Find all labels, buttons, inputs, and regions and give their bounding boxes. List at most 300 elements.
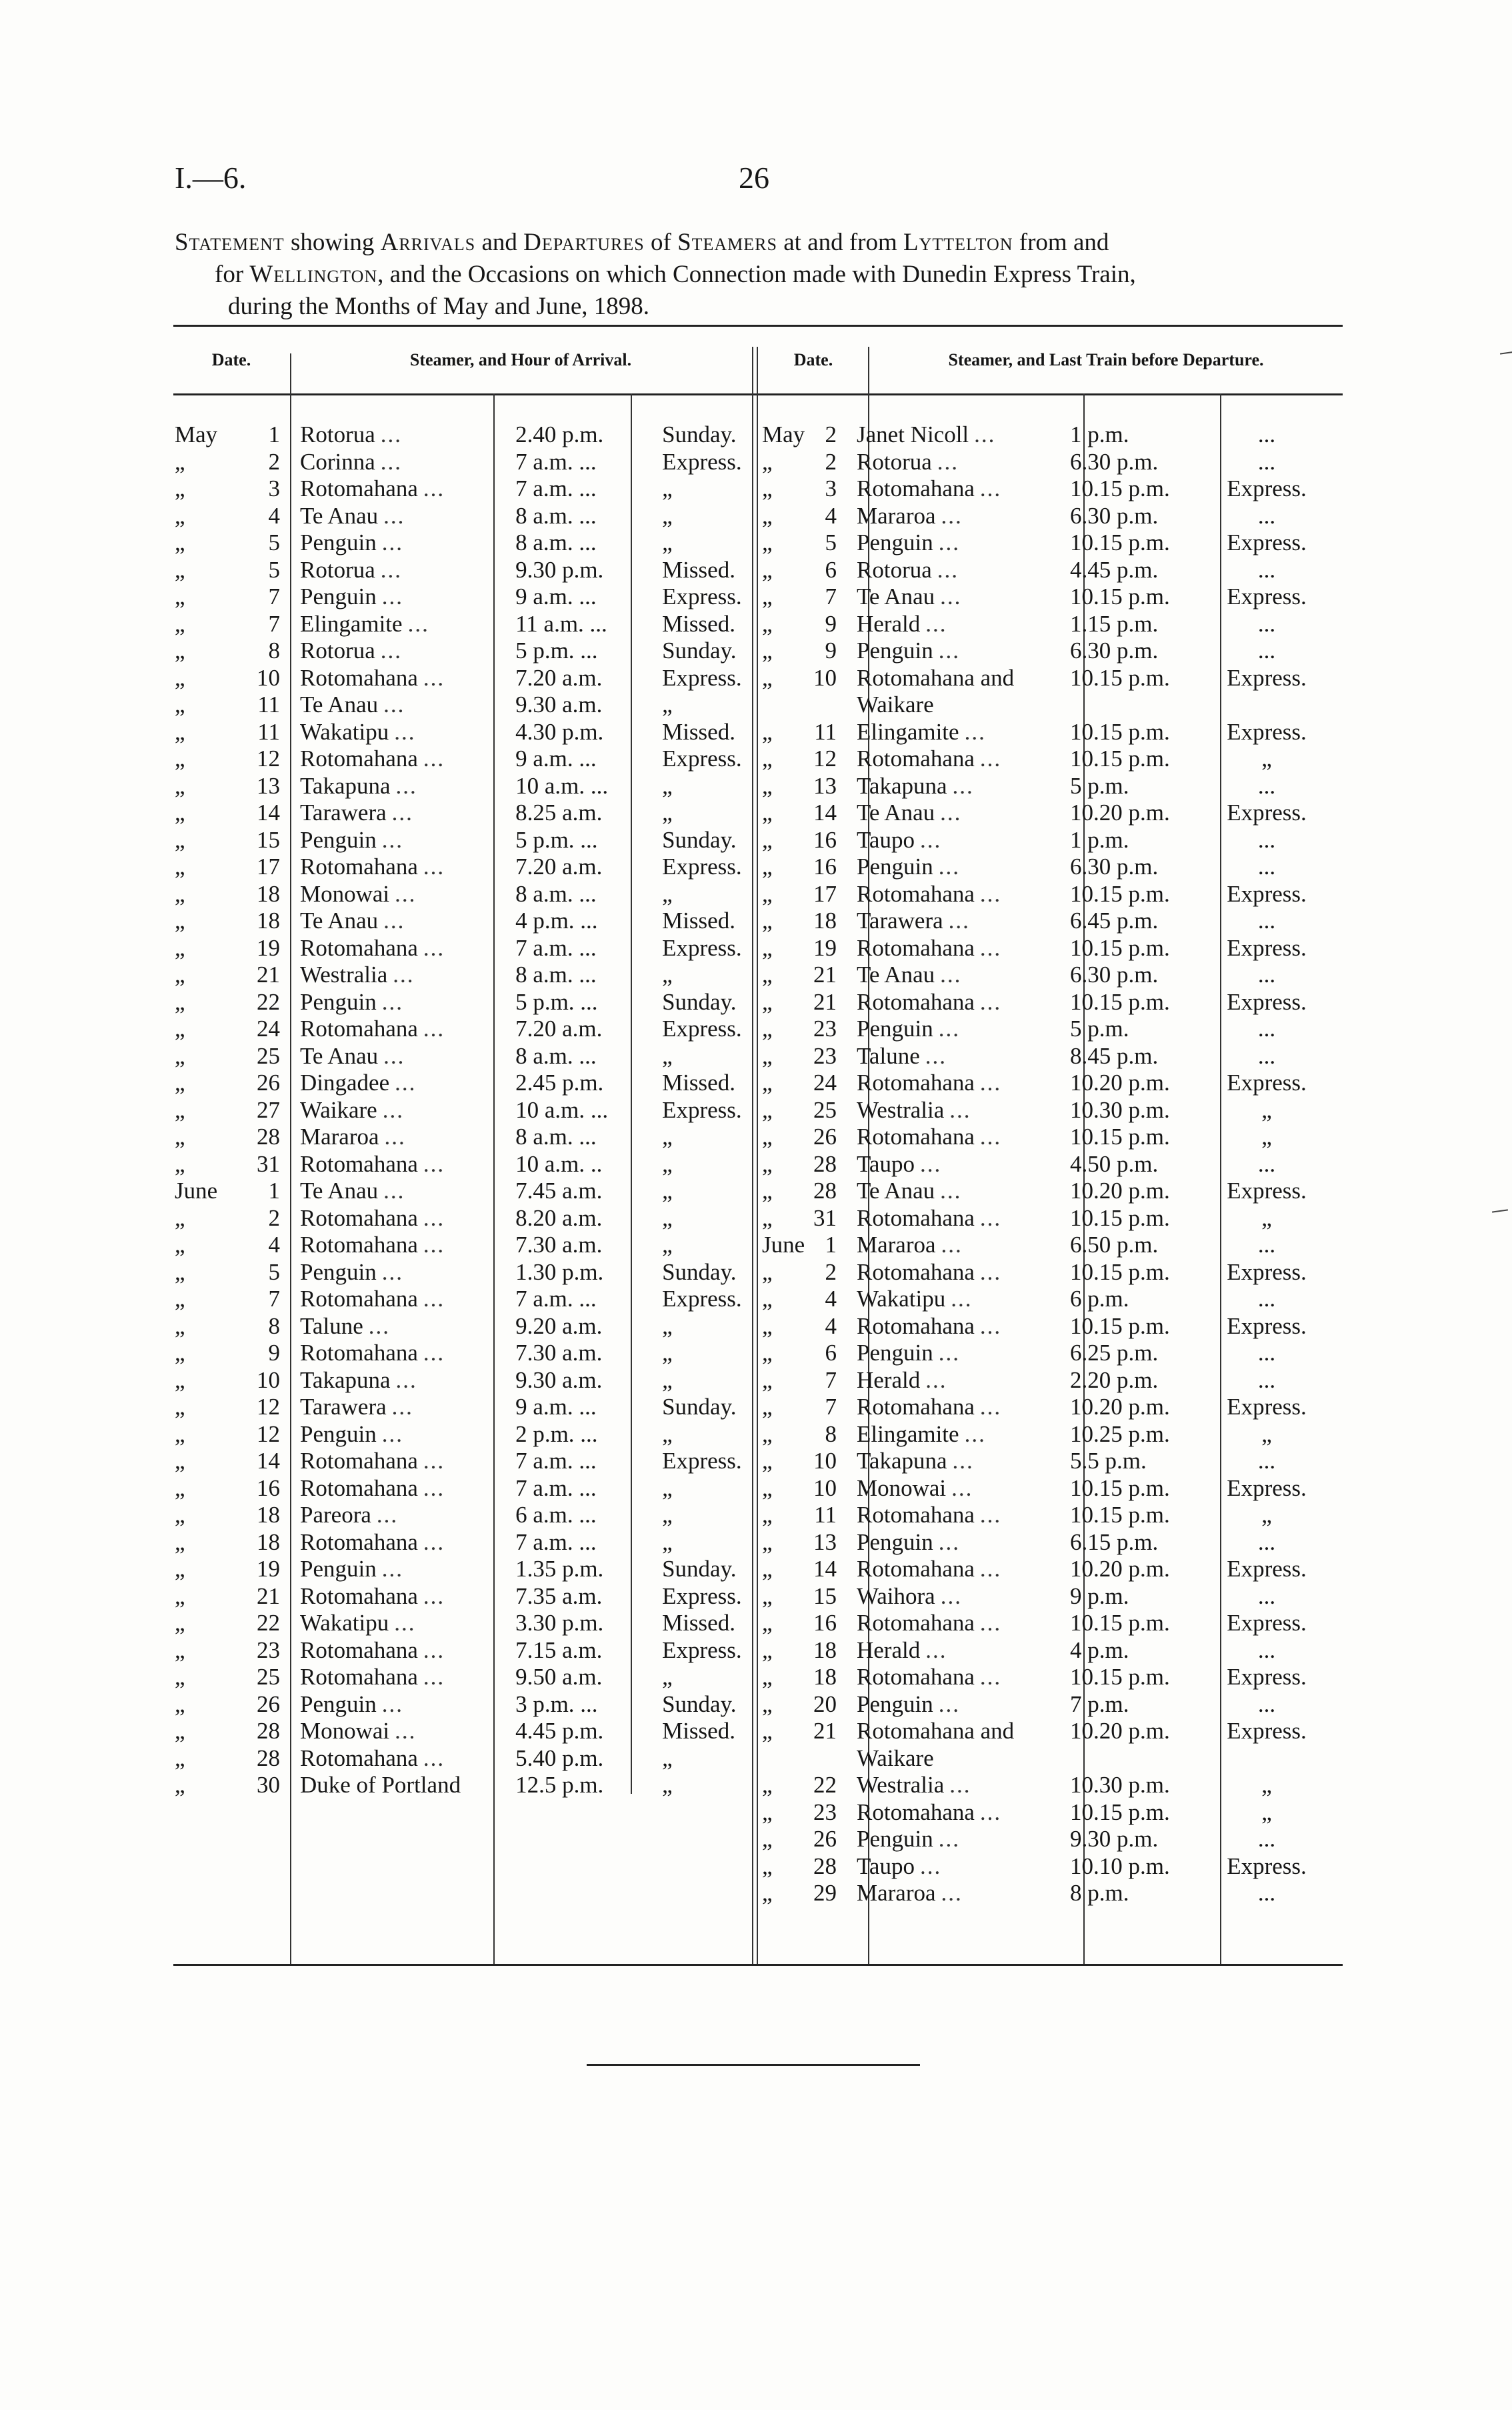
month-cell: „ — [762, 1042, 773, 1069]
month-cell: „ — [175, 1232, 185, 1258]
day-cell: 23 — [813, 1798, 837, 1825]
day-cell: 16 — [257, 1474, 280, 1501]
time-cell: 6 a.m. ... — [515, 1502, 597, 1528]
arrival-row — [175, 935, 782, 962]
steamer-cell: Te Anau ... — [846, 800, 1063, 827]
leader-dots: ... — [937, 448, 959, 475]
arrival-row — [175, 1178, 782, 1205]
steamer-cell: Rotomahana ... — [289, 854, 509, 881]
time-cell: 10.20 p.m. — [1070, 1394, 1170, 1420]
note-cell: Express. — [662, 664, 742, 691]
day-cell: 10 — [813, 664, 837, 691]
time-cell: 6.25 p.m. — [1070, 1340, 1159, 1366]
note-cell: ... — [1257, 1826, 1276, 1852]
day-cell: 17 — [257, 854, 280, 880]
day-cell: 2 — [825, 448, 837, 475]
departure-row — [762, 1178, 1317, 1205]
steamer-cell: Penguin ... — [846, 529, 1063, 557]
month-cell: „ — [762, 1312, 773, 1339]
note-cell: Sunday. — [662, 1690, 737, 1717]
note-cell: Express. — [1227, 1610, 1307, 1636]
time-cell: 9 p.m. — [1070, 1582, 1129, 1609]
page-number: 26 — [739, 161, 769, 195]
leader-dots: ... — [979, 1124, 1002, 1150]
month-cell: „ — [762, 1528, 773, 1555]
departure-row — [762, 1259, 1317, 1286]
day-cell: 23 — [813, 1042, 837, 1069]
day-cell: 23 — [257, 1636, 280, 1663]
day-cell: 18 — [813, 1636, 837, 1663]
steamer-cell: Tarawera ... — [289, 1394, 509, 1421]
steamer-cell: Te Anau ... — [289, 908, 509, 935]
day-cell: 11 — [257, 718, 280, 745]
day-cell: 9 — [825, 638, 837, 664]
arrivals-table — [175, 421, 782, 1799]
time-cell: 7.20 a.m. — [515, 1016, 603, 1042]
month-cell: „ — [175, 448, 185, 475]
steamer-cell: Rotomahana ... — [846, 1070, 1063, 1097]
departure-row — [762, 935, 1317, 962]
departure-row — [762, 854, 1317, 881]
steamer-cell: Elingamite ... — [846, 719, 1063, 746]
note-cell: Express. — [1227, 583, 1307, 610]
note-cell: ... — [1257, 1690, 1276, 1717]
time-cell: 10.20 p.m. — [1070, 800, 1170, 826]
month-cell: „ — [762, 1124, 773, 1150]
day-cell: 26 — [257, 1690, 280, 1717]
steamer-cell: Penguin ... — [289, 827, 509, 854]
day-cell: 17 — [813, 880, 837, 907]
departure-row — [762, 1097, 1317, 1124]
steamer-cell: Penguin ... — [846, 854, 1063, 881]
month-cell: „ — [762, 1178, 773, 1204]
departure-row — [762, 1583, 1317, 1610]
month-cell: „ — [762, 1798, 773, 1825]
time-cell: 7 a.m. ... — [515, 1474, 597, 1501]
day-cell: 6 — [825, 556, 837, 583]
steamer-cell: Tarawera ... — [289, 800, 509, 827]
leader-dots: ... — [938, 1016, 960, 1042]
leader-dots: ... — [974, 421, 996, 447]
day-cell: 16 — [813, 854, 837, 880]
day-cell: 16 — [813, 826, 837, 853]
leader-dots: ... — [925, 1042, 947, 1069]
month-cell: „ — [175, 502, 185, 529]
month-cell: „ — [762, 800, 773, 826]
time-cell: 10.15 p.m. — [1070, 529, 1170, 555]
arrival-row — [175, 854, 782, 881]
leader-dots: ... — [381, 583, 403, 610]
day-cell: 28 — [257, 1124, 280, 1150]
leader-dots: ... — [979, 1394, 1002, 1420]
note-cell: „ — [662, 1664, 673, 1690]
leader-dots: ... — [941, 1880, 963, 1906]
leader-dots: ... — [423, 1582, 445, 1609]
note-cell: Express. — [1227, 1556, 1307, 1582]
steamer-cell: Westralia ... — [846, 1772, 1063, 1799]
arrival-row — [175, 908, 782, 935]
note-cell: „ — [662, 1204, 673, 1231]
note-cell: Express. — [662, 1096, 742, 1123]
time-cell: 7 a.m. ... — [515, 448, 597, 475]
month-cell: „ — [762, 718, 773, 745]
leader-dots: ... — [423, 1286, 445, 1312]
day-cell: 26 — [257, 1070, 280, 1096]
note-cell: Express. — [1227, 1853, 1307, 1879]
steamer-cell: Rotomahana ... — [846, 1313, 1063, 1340]
note-cell: „ — [662, 772, 673, 799]
arrival-row — [175, 638, 782, 665]
steamer-cell: Rotomahana ... — [846, 1259, 1063, 1286]
day-cell: 10 — [813, 1448, 837, 1474]
month-cell: „ — [762, 1853, 773, 1879]
leader-dots: ... — [949, 1096, 971, 1123]
leader-dots: ... — [423, 1232, 445, 1258]
steamer-cell: Waikare — [857, 692, 934, 718]
leader-dots: ... — [393, 962, 415, 988]
month-cell: „ — [175, 1556, 185, 1582]
leader-dots: ... — [938, 529, 960, 555]
note-cell: Express. — [1227, 1258, 1307, 1285]
arrival-row — [175, 1529, 782, 1556]
leader-dots: ... — [381, 1420, 403, 1447]
leader-dots: ... — [381, 1556, 403, 1582]
time-cell: 7 a.m. ... — [515, 1448, 597, 1474]
arrival-row — [175, 665, 782, 692]
month-cell: „ — [762, 610, 773, 637]
day-cell: 25 — [257, 1664, 280, 1690]
leader-dots: ... — [979, 1664, 1002, 1690]
month-cell: „ — [762, 1448, 773, 1474]
note-cell: ... — [1257, 908, 1276, 934]
time-cell: 6 p.m. — [1070, 1286, 1129, 1312]
steamer-cell: Te Anau ... — [846, 1178, 1063, 1205]
note-cell: Express. — [662, 1582, 742, 1609]
steamer-cell: Westralia ... — [846, 1097, 1063, 1124]
arrival-row — [175, 1070, 782, 1097]
month-cell: „ — [175, 1690, 185, 1717]
steamer-cell: Penguin ... — [289, 1421, 509, 1448]
time-cell: 10 a.m. ... — [515, 772, 609, 799]
day-cell: 21 — [257, 962, 280, 988]
day-cell: 5 — [268, 556, 280, 583]
leader-dots: ... — [423, 1150, 445, 1177]
steamer-cell: Mararoa ... — [846, 1232, 1063, 1259]
day-cell: 12 — [813, 746, 837, 772]
time-cell: 9.30 p.m. — [1070, 1826, 1159, 1852]
leader-dots: ... — [407, 610, 429, 637]
day-cell: 4 — [268, 502, 280, 529]
leader-dots: ... — [925, 1636, 947, 1663]
leader-dots: ... — [380, 556, 403, 583]
time-cell: 12.5 p.m. — [515, 1772, 604, 1798]
day-cell: 12 — [257, 1394, 280, 1420]
steamer-cell: Rotomahana ... — [846, 1124, 1063, 1151]
note-cell: Express. — [1227, 880, 1307, 907]
day-cell: 11 — [257, 692, 280, 718]
day-cell: 2 — [825, 421, 837, 447]
note-cell: Express. — [662, 746, 742, 772]
time-cell: 9.50 a.m. — [515, 1664, 603, 1690]
month-cell: „ — [175, 1610, 185, 1636]
departure-row — [762, 692, 1317, 719]
steamer-cell: Rotomahana ... — [289, 1232, 509, 1259]
arrival-row — [175, 1475, 782, 1502]
note-cell: ... — [1257, 1340, 1276, 1366]
steamer-cell: Herald ... — [846, 1367, 1063, 1394]
leader-dots: ... — [940, 962, 962, 988]
departure-row — [762, 1016, 1317, 1043]
day-cell: 28 — [257, 1744, 280, 1771]
day-cell: 2 — [268, 448, 280, 475]
note-cell: Express. — [662, 1016, 742, 1042]
departure-row — [762, 827, 1317, 854]
day-cell: 9 — [268, 1340, 280, 1366]
departure-row — [762, 746, 1317, 773]
day-cell: 18 — [813, 908, 837, 934]
leader-dots: ... — [938, 1340, 960, 1366]
note-cell: Express. — [662, 1448, 742, 1474]
steamer-cell: Rotomahana ... — [289, 665, 509, 692]
steamer-cell: Rotomahana ... — [846, 935, 1063, 962]
note-cell: „ — [662, 475, 673, 501]
month-cell: „ — [762, 772, 773, 799]
month-cell: „ — [175, 1150, 185, 1177]
leader-dots: ... — [381, 1258, 403, 1285]
departure-row — [762, 1475, 1317, 1502]
month-cell: June — [175, 1178, 218, 1204]
steamer-cell: Elingamite ... — [289, 611, 509, 638]
day-cell: 31 — [257, 1150, 280, 1177]
title-line-2: for Wellington, and the Occasions on which Connection made with Dunedin Express Train, — [215, 261, 1136, 288]
note-cell: Express. — [1227, 1718, 1307, 1744]
steamer-cell: Taupo ... — [846, 1151, 1063, 1178]
time-cell: 5 p.m. ... — [515, 826, 598, 853]
steamer-cell: Penguin ... — [289, 1259, 509, 1286]
table-header-rule — [173, 393, 1343, 395]
month-cell: „ — [175, 800, 185, 826]
day-cell: 18 — [813, 1664, 837, 1690]
steamer-cell: Taupo ... — [846, 827, 1063, 854]
arrival-row — [175, 503, 782, 530]
month-cell: „ — [175, 772, 185, 799]
time-cell: 10.15 p.m. — [1070, 718, 1170, 745]
arrival-row — [175, 1286, 782, 1313]
month-cell: „ — [762, 448, 773, 475]
leader-dots: ... — [423, 1664, 445, 1690]
steamer-cell: Rotomahana ... — [289, 1475, 509, 1502]
steamer-cell: Herald ... — [846, 1637, 1063, 1664]
time-cell: 7 p.m. — [1070, 1690, 1129, 1717]
leader-dots: ... — [423, 475, 445, 501]
departures-table-body — [762, 421, 1317, 1907]
day-cell: 24 — [813, 1070, 837, 1096]
day-cell: 8 — [268, 1312, 280, 1339]
day-cell: 24 — [257, 1016, 280, 1042]
note-cell: Express. — [662, 1286, 742, 1312]
departure-row — [762, 1772, 1317, 1799]
month-cell: „ — [175, 583, 185, 610]
steamer-cell: Takapuna ... — [289, 773, 509, 800]
note-cell: Express. — [1227, 800, 1307, 826]
note-cell — [1217, 1745, 1317, 1772]
note-cell: ... — [1257, 1636, 1276, 1663]
arrival-row — [175, 1448, 782, 1475]
leader-dots: ... — [979, 934, 1002, 961]
steamer-cell: Penguin ... — [289, 529, 509, 557]
month-cell: „ — [175, 556, 185, 583]
time-cell: 10.15 p.m. — [1070, 664, 1170, 691]
leader-dots: ... — [383, 692, 405, 718]
leader-dots: ... — [979, 1502, 1002, 1528]
steamer-cell: Rotorua ... — [846, 449, 1063, 476]
day-cell: 18 — [257, 1502, 280, 1528]
steamer-cell: Mararoa ... — [289, 1124, 509, 1151]
leader-dots: ... — [925, 1366, 947, 1393]
time-cell: 10.20 p.m. — [1070, 1556, 1170, 1582]
note-cell: „ — [662, 1150, 673, 1177]
steamer-cell: Te Anau ... — [846, 583, 1063, 611]
day-cell: 26 — [813, 1124, 837, 1150]
note-cell: Express. — [1227, 1312, 1307, 1339]
day-cell: 14 — [813, 1556, 837, 1582]
leader-dots: ... — [380, 421, 403, 447]
departure-row — [762, 719, 1317, 746]
table-top-rule — [173, 325, 1343, 327]
margin-mark — [1492, 1209, 1508, 1212]
departure-row — [762, 449, 1317, 476]
day-cell: 3 — [268, 475, 280, 501]
time-cell: 10.15 p.m. — [1070, 1258, 1170, 1285]
leader-dots: ... — [979, 1556, 1002, 1582]
note-cell: Express. — [1227, 934, 1307, 961]
steamer-cell: Rotomahana ... — [846, 1799, 1063, 1827]
note-cell: ... — [1257, 448, 1276, 475]
day-cell: 21 — [813, 988, 837, 1015]
departure-row — [762, 1286, 1317, 1313]
time-cell: 10.15 p.m. — [1070, 475, 1170, 501]
arrival-row — [175, 1394, 782, 1421]
month-cell: „ — [762, 475, 773, 501]
departure-row — [762, 1799, 1317, 1827]
leader-dots: ... — [391, 1394, 413, 1420]
note-cell: ... — [1257, 1582, 1276, 1609]
leader-dots: ... — [964, 718, 986, 745]
arrival-row — [175, 1421, 782, 1448]
day-cell: 5 — [268, 529, 280, 555]
leader-dots: ... — [376, 1502, 399, 1528]
leader-dots: ... — [384, 1124, 406, 1150]
time-cell: 6.45 p.m. — [1070, 908, 1159, 934]
day-cell: 7 — [268, 1286, 280, 1312]
month-cell: „ — [175, 988, 185, 1015]
steamer-cell: Rotomahana ... — [289, 1745, 509, 1772]
month-cell: „ — [175, 1664, 185, 1690]
time-cell: 7.45 a.m. — [515, 1178, 603, 1204]
note-cell: „ — [662, 1528, 673, 1555]
time-cell: 8 a.m. ... — [515, 880, 597, 907]
steamer-cell: Te Anau ... — [289, 503, 509, 530]
departure-row — [762, 1043, 1317, 1070]
note-cell: ... — [1257, 1232, 1276, 1258]
arrival-row — [175, 719, 782, 746]
arrival-row — [175, 1745, 782, 1772]
steamer-cell: Monowai ... — [846, 1475, 1063, 1502]
steamer-cell: Waikare ... — [289, 1097, 509, 1124]
steamer-cell: Rotomahana ... — [846, 475, 1063, 503]
steamer-cell: Rotomahana and — [857, 1718, 1015, 1744]
note-cell: ... — [1257, 1016, 1276, 1042]
leader-dots: ... — [395, 1070, 417, 1096]
month-cell: „ — [175, 908, 185, 934]
month-cell: „ — [762, 1420, 773, 1447]
steamer-cell: Rotomahana ... — [289, 746, 509, 773]
leader-dots: ... — [941, 502, 963, 529]
month-cell: „ — [762, 826, 773, 853]
time-cell: 5 p.m. — [1070, 772, 1129, 799]
note-cell: Missed. — [662, 1718, 735, 1744]
day-cell: 8 — [268, 638, 280, 664]
time-cell: 5.5 p.m. — [1070, 1448, 1147, 1474]
departure-row — [762, 1826, 1317, 1853]
departure-row — [762, 1151, 1317, 1178]
steamer-cell: Talune ... — [289, 1313, 509, 1340]
leader-dots: ... — [380, 638, 403, 664]
note-cell: „ — [662, 1042, 673, 1069]
month-cell: „ — [175, 529, 185, 555]
day-cell: 2 — [268, 1204, 280, 1231]
month-cell: „ — [175, 962, 185, 988]
time-cell: 9.30 p.m. — [515, 556, 604, 583]
time-cell: 8 a.m. ... — [515, 1042, 597, 1069]
leader-dots: ... — [938, 854, 960, 880]
departure-row — [762, 1421, 1317, 1448]
arrival-row — [175, 557, 782, 584]
steamer-cell: Te Anau ... — [289, 1178, 509, 1205]
steamer-cell: Rotorua ... — [289, 557, 509, 584]
arrival-row — [175, 962, 782, 989]
month-cell: „ — [762, 638, 773, 664]
arrival-row — [175, 1313, 782, 1340]
leader-dots: ... — [949, 1772, 971, 1798]
month-cell: „ — [175, 1502, 185, 1528]
leader-dots: ... — [423, 934, 445, 961]
arrival-row — [175, 1151, 782, 1178]
leader-dots: ... — [919, 826, 942, 853]
day-cell: 3 — [825, 475, 837, 501]
month-cell: „ — [175, 638, 185, 664]
day-cell: 19 — [257, 1556, 280, 1582]
leader-dots: ... — [383, 502, 405, 529]
day-cell: 1 — [268, 1178, 280, 1204]
note-cell: Express. — [1227, 718, 1307, 745]
day-cell: 30 — [257, 1772, 280, 1798]
note-cell: Missed. — [662, 1610, 735, 1636]
steamer-cell: Waihora ... — [846, 1583, 1063, 1610]
day-cell: 1 — [268, 421, 280, 447]
time-cell — [1063, 1745, 1217, 1772]
day-cell: 18 — [257, 880, 280, 907]
day-cell: 23 — [813, 1016, 837, 1042]
steamer-cell: Penguin ... — [846, 1016, 1063, 1043]
month-cell: „ — [175, 1070, 185, 1096]
note-cell: „ — [662, 880, 673, 907]
note-cell: Express. — [1227, 1394, 1307, 1420]
steamer-cell: Rotomahana and — [857, 664, 1015, 691]
day-cell: 10 — [813, 1474, 837, 1501]
title-line-3: during the Months of May and June, 1898. — [228, 293, 650, 320]
steamer-cell: Rotomahana ... — [289, 1286, 509, 1313]
